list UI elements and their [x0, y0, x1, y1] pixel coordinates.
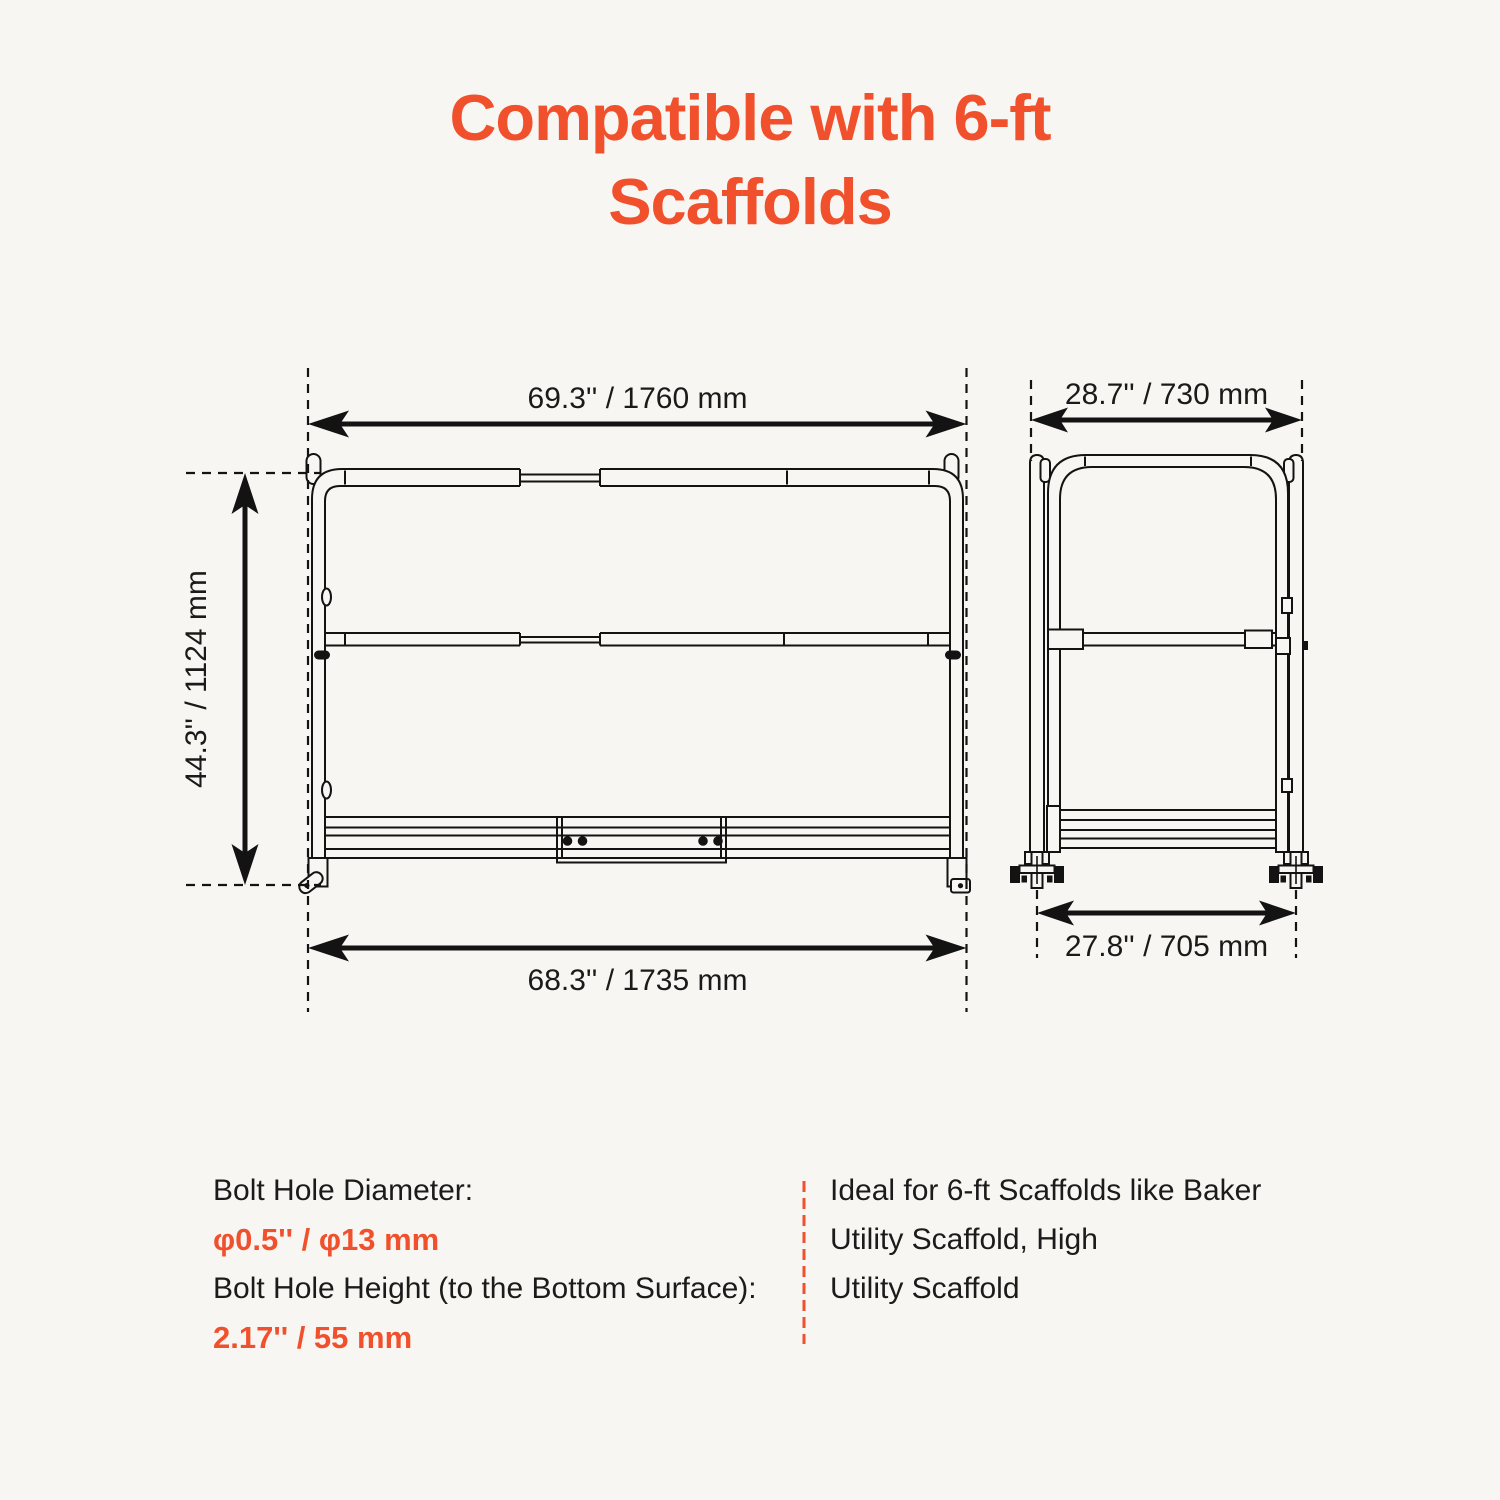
post-knob: [322, 589, 331, 606]
post-tab: [1282, 598, 1292, 613]
rail-gap: [520, 632, 600, 648]
compatibility-line-3: Utility Scaffold: [830, 1272, 1020, 1305]
foot-wing: [1313, 866, 1323, 883]
side-width-top-label: 28.7'' / 730 mm: [1064, 378, 1269, 411]
foot-block: [1047, 876, 1053, 883]
side-platform-tray: [1047, 806, 1276, 852]
right-locking-pin: [945, 651, 961, 660]
front-frame-tube: [312, 469, 963, 858]
compatibility-line-1: Ideal for 6-ft Scaffolds like Baker: [830, 1174, 1262, 1207]
title-line-2: Scaffolds: [608, 165, 892, 238]
dim-side-width-bottom: [1037, 890, 1296, 963]
bolt-hole-height-value: 2.17'' / 55 mm: [213, 1320, 413, 1355]
bolt-hole-height-label: Bolt Hole Height (to the Bottom Surface):: [213, 1272, 757, 1305]
left-locking-pin: [314, 651, 330, 660]
rail-tube: [1060, 633, 1276, 646]
tray-body: [325, 817, 950, 858]
compatibility-line-2: Utility Scaffold, High: [830, 1223, 1098, 1256]
side-frame-tube: [1048, 455, 1288, 852]
front-feet: [297, 858, 970, 896]
rail-latch: [1276, 638, 1290, 654]
tray-left-block: [1047, 806, 1060, 852]
extension-lines: [308, 368, 967, 1012]
foot-block: [1306, 876, 1312, 883]
bolt-hole-dot: [578, 836, 588, 846]
dim-front-width-top: [308, 368, 967, 1012]
side-right-foot: [1269, 852, 1323, 888]
side-middle-rail: [1048, 630, 1308, 655]
rail-left-sleeve: [1048, 630, 1083, 650]
front-width-bottom-label: 68.3'' / 1735 mm: [527, 964, 748, 997]
compatibility-note: [830, 1166, 1261, 1313]
bolt-hole-dot: [713, 836, 723, 846]
bolt-hole-dot: [563, 836, 573, 846]
dim-front-width-bottom: [308, 935, 967, 998]
brace-hook: [1041, 459, 1051, 482]
foot-block: [1022, 876, 1028, 883]
foot-lug: [297, 870, 325, 896]
front-platform-tray: [325, 817, 950, 863]
side-width-bottom-label: 27.8'' / 705 mm: [1064, 930, 1269, 963]
dim-side-width-top: [1031, 378, 1302, 461]
front-middle-rail: [314, 632, 961, 660]
side-view: [1010, 455, 1323, 888]
title-line-1: Compatible with 6-ft: [449, 81, 1051, 154]
front-view: [297, 454, 970, 896]
middle-rail-tube: [325, 633, 950, 646]
foot-wing: [1269, 866, 1279, 883]
foot-block: [1281, 876, 1287, 883]
bolt-hole-diameter-value: φ0.5'' / φ13 mm: [213, 1222, 440, 1257]
rail-gap: [520, 468, 600, 488]
left-foot-tab: [297, 870, 325, 896]
foot-pin: [958, 883, 963, 888]
bolt-hole-dot: [698, 836, 708, 846]
side-left-foot: [1010, 852, 1064, 888]
post-knob: [322, 782, 331, 799]
front-width-top-label: 69.3'' / 1760 mm: [527, 382, 748, 415]
rail-right-sleeve: [1245, 631, 1272, 649]
foot-wing: [1010, 866, 1020, 883]
bolt-hole-diameter-label: Bolt Hole Diameter:: [213, 1174, 474, 1207]
bolt-specs: [213, 1166, 757, 1362]
latch-pin: [1302, 641, 1308, 650]
dim-front-height: [180, 473, 321, 885]
post-tab: [1282, 779, 1292, 792]
front-height-label: 44.3'' / 1124 mm: [180, 570, 213, 788]
foot-wing: [1054, 866, 1064, 883]
side-left-post: [1030, 455, 1044, 852]
